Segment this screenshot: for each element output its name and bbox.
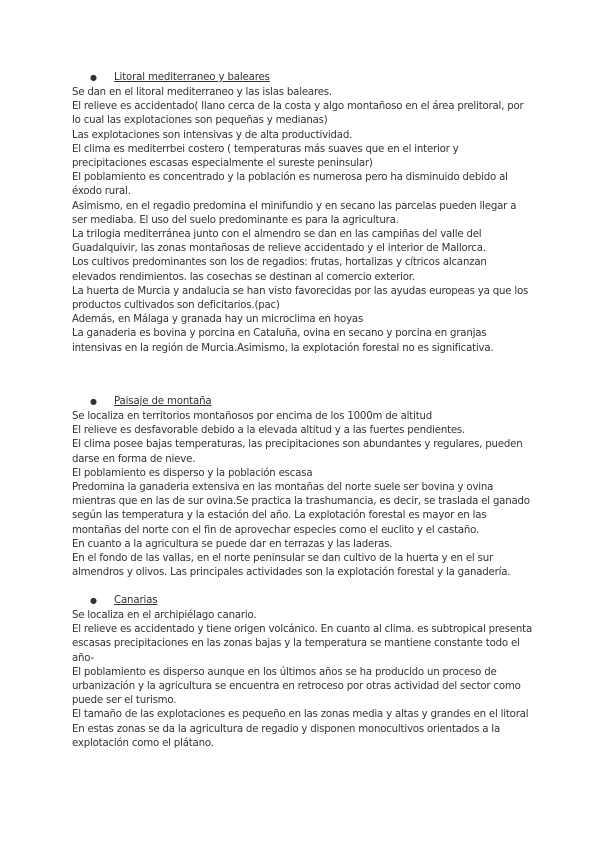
paragraph: En el fondo de las vallas, en el norte peninsular se dan cultivo de la huerta y en el sur almendros y olivos. Las principales actividades son la explotación forestal y la ganadería. <box>72 553 511 579</box>
paragraph: El relieve es accidentado y tiene origen volcánico. En cuanto al clima. es subtropical presenta escasas precipitaciones en las zonas bajas y la temperatura se mantiene constante todo el año- <box>72 624 533 664</box>
paragraph: En estas zonas se da la agricultura de regadio y disponen monocultivos orientados a la explotación como el plátano. <box>72 723 500 749</box>
section-heading <box>72 394 532 410</box>
section-litoral-mediterraneo <box>72 70 532 356</box>
bullet-icon: ● <box>90 73 97 82</box>
paragraph: El relieve es desfavorable debido a la elevada altitud y a las fuertes pendientes. <box>72 425 466 437</box>
paragraph: El tamaño de las explotaciones es pequeño en las zonas media y altas y grandes en el litoral <box>72 709 529 721</box>
paragraph: Predomina la ganaderia extensiva en las montañas del norte suele ser bovina y ovina mientras que en las de sur ovina.Se practica la trashumancia, es decir, se traslada el ganado según las temperatura y la estación del año. La explotación forestal es mayor en las montañas del norte con el fin de aprovechar especies como el euclito y el castaño. <box>72 482 530 536</box>
section-heading <box>72 593 532 609</box>
paragraph: Los cultivos predominantes son los de regadios: frutas, hortalizas y cítricos alcanzan elevados rendimientos. las cosechas se destinan al comercio exterior. <box>72 257 487 283</box>
paragraph: El relieve es accidentado( llano cerca de la costa y algo montañoso en el área prelitoral, por lo cual las explotaciones son pequeñas y medianas) <box>72 101 524 127</box>
bullet-icon: ● <box>90 397 97 406</box>
paragraph: Se dan en el litoral mediterraneo y las islas baleares. <box>72 87 332 98</box>
bullet-icon: ● <box>90 596 97 605</box>
paragraph: Asimismo, en el regadio predomina el minifundio y en secano las parcelas pueden llegar a ser mediaba. El uso del suelo predominante es para la agricultura. <box>72 200 517 226</box>
paragraph: Además, en Málaga y granada hay un microclima en hoyas <box>72 314 364 326</box>
paragraph: Las explotaciones son intensivas y de alta productividad. <box>72 129 353 141</box>
section-heading <box>72 70 532 86</box>
paragraph: Se localiza en el archipiélago canario. <box>72 610 257 621</box>
paragraph: Se localiza en territorios montañosos por encima de los 1000m de altitud <box>72 411 433 422</box>
paragraph: El poblamiento es concentrado y la población es numerosa pero ha disminuido debido al éxodo rural. <box>72 172 508 198</box>
paragraph: La trilogia mediterránea junto con el almendro se dan en las campiñas del valle del Guadalquivir, las zonas montañosas de relieve accidentado y el interior de Mallorca. <box>72 229 486 255</box>
section-title: Canarias <box>114 595 158 606</box>
paragraph: El clima posee bajas temperaturas, las precipitaciones son abundantes y regulares, pueden darse en forma de nieve. <box>72 439 523 465</box>
section-title: Litoral mediterraneo y baleares <box>114 72 270 83</box>
paragraph: El poblamiento es disperso y la población escasa <box>72 467 313 479</box>
section-canarias <box>72 593 532 751</box>
paragraph: La ganaderia es bovina y porcina en Cataluña, ovina en secano y porcina en granjas intensivas en la región de Murcia.Asimismo, la explotación forestal no es significativa. <box>72 328 494 354</box>
paragraph: La huerta de Murcia y andalucia se han visto favorecidas por las ayudas europeas ya que los productos cultivados son deficitarios.(pac) <box>72 285 529 312</box>
paragraph: En cuanto a la agricultura se puede dar en terrazas y las laderas. <box>72 538 393 550</box>
section-title: Paisaje de montaña <box>114 396 212 407</box>
paragraph: El poblamiento es disperso aunque en los últimos años se ha producido un proceso de urbanización y la agricultura se encuentra en retroceso por otras actividad del sector como puede ser el turismo. <box>72 666 521 707</box>
paragraph: El clima es mediterrbei costero ( temperaturas más suaves que en el interior y precipitaciones escasas especialmente el sureste peninsular) <box>72 143 459 170</box>
section-paisaje-montana <box>72 394 532 580</box>
